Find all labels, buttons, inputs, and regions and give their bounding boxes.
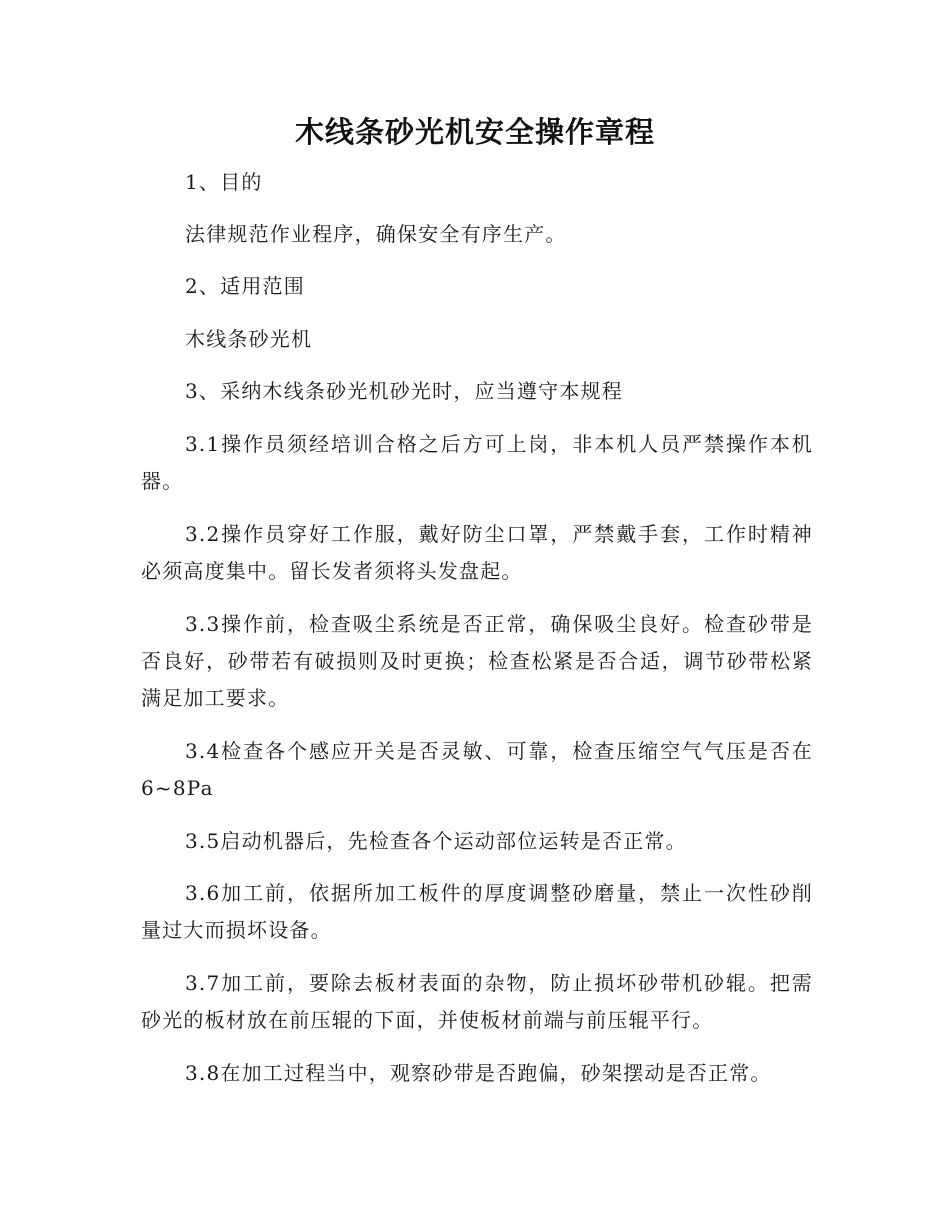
clause-3-8: 3.8在加工过程当中，观察砂带是否跑偏，砂架摆动是否正常。 (185, 1061, 772, 1085)
clause-3-3: 3.3操作前，检查吸尘系统是否正常，确保吸尘良好。检查砂带是否良好，砂带若有破损则及时更换；检查松紧是否合适，调节砂带松紧满足加工要求。 (141, 612, 813, 710)
section-2-heading: 2、适用范围 (185, 274, 305, 298)
clause-3-2: 3.2操作员穿好工作服，戴好防尘口罩，严禁戴手套，工作时精神必须高度集中。留长发者须将头发盘起。 (141, 522, 813, 583)
clause-3-7: 3.7加工前，要除去板材表面的杂物，防止损坏砂带机砂辊。把需砂光的板材放在前压辊的下面，并使板材前端与前压辊平行。 (141, 971, 813, 1032)
section-1-heading: 1、目的 (185, 170, 263, 194)
clause-3-5: 3.5启动机器后，先检查各个运动部位运转是否正常。 (185, 829, 687, 853)
clause-3-1: 3.1操作员须经培训合格之后方可上岗，非本机人员严禁操作本机器。 (141, 432, 813, 493)
section-1-body: 法律规范作业程序，确保安全有序生产。 (185, 222, 567, 246)
section-3-heading: 3、采纳木线条砂光机砂光时，应当遵守本规程 (185, 379, 623, 403)
document-title: 木线条砂光机安全操作章程 (294, 115, 655, 149)
section-2-body: 木线条砂光机 (185, 327, 313, 351)
clause-3-6: 3.6加工前，依据所加工板件的厚度调整砂磨量，禁止一次性砂削量过大而损坏设备。 (141, 881, 813, 942)
clause-3-4: 3.4检查各个感应开关是否灵敏、可靠，检查压缩空气气压是否在6~8Pa (141, 739, 813, 800)
